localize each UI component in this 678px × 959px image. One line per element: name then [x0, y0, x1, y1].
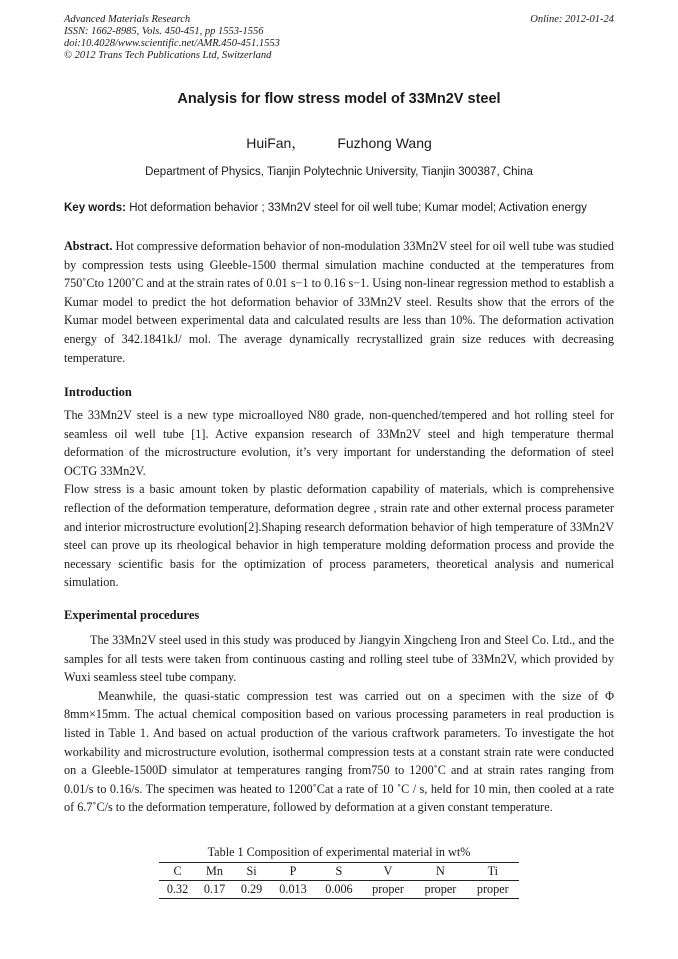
introduction-paragraph-1: The 33Mn2V steel is a new type microalloyed N80 grade, non-quenched/tempered and hot rolling steel for seamless oil well tube [1]. Active expansion research of 33Mn2V steel and high temperature thermal deformation of the microstructure evolution, it’s very important for understanding the deformation of steel OCTG 33Mn2V.	[64, 408, 614, 478]
copyright-line: © 2012 Trans Tech Publications Ltd, Switzerland	[64, 50, 272, 61]
experimental-heading: Experimental procedures	[64, 608, 200, 622]
table-header-cell: V	[383, 864, 393, 878]
table-cell: 0.17	[203, 882, 226, 896]
publication-header	[64, 14, 280, 62]
table-header-cell: N	[436, 864, 445, 878]
table-header-cell: P	[289, 864, 297, 878]
abstract	[64, 237, 614, 367]
table-header-cell: Ti	[487, 864, 498, 878]
online-date: Online: 2012-01-24	[530, 14, 614, 25]
author-1: HuiFan，	[246, 135, 306, 151]
experimental-paragraph-2: Meanwhile, the quasi-static compression test was carried out on a specimen with the size of Φ 8mm×15mm. The actual chemical composition based on various processing parameters in real production is listed in Table 1. And based on actual production of the various craftwork parameters. To investigate the hot workability and microstructure evolution, isothermal compression tests at a constant strain rate were conducted on a Gleeble-1500D simulator at temperatures ranging from750 to 1200˚C and at strain rates ranging from 0.01/s to 0.16/s. The specimen was heated to 1200˚Cat a rate of 10 ˚C / s, held for 10 min, then cooled at a rate of 6.7˚C/s to the deformation temperature, followed by deformation at a given constant temperature.	[64, 688, 614, 815]
experimental-paragraph-1: The 33Mn2V steel used in this study was produced by Jiangyin Xingcheng Iron and Steel Co. Ltd., and the samples for all tests were taken from continuous casting and rolling steel tube of 33Mn2V, which provided by Wuxi seamless steel tube company.	[64, 633, 614, 685]
introduction-heading: Introduction	[64, 385, 132, 399]
table-caption: Table 1 Composition of experimental material in wt%	[207, 845, 471, 859]
keywords-text: Hot deformation behavior ; 33Mn2V steel for oil well tube; Kumar model; Activation energy	[126, 202, 587, 214]
table-header-cell: S	[335, 864, 343, 878]
issn-line: ISSN: 1662-8985, Vols. 450-451, pp 1553-1556	[64, 26, 264, 37]
abstract-label: Abstract.	[64, 239, 113, 253]
abstract-text: Hot compressive deformation behavior of non-modulation 33Mn2V steel for oil well tube was studied by compression tests using Gleeble-1500 thermal simulation machine conducted at the temperatures from 750˚Cto 1200˚C and at the strain rates of 0.01 s−1 to 0.16 s−1. Using non-linear regression method to establish a Kumar model to predict the hot deformation behavior of 33Mn2V steel. Results show that the errors of the Kumar model between experimental data and calculated results are less than 10%. The deformation activation energy of 342.1841kJ/ mol. The average dynamically recrystallized grain size reduces with decreasing temperature.	[64, 239, 614, 365]
table-cell: 0.32	[166, 882, 189, 896]
experimental-body	[64, 631, 614, 817]
author-2: Fuzhong Wang	[337, 135, 432, 151]
table-cell: proper	[372, 882, 404, 896]
journal-name: Advanced Materials Research	[64, 14, 191, 25]
table-cell: 0.29	[240, 882, 263, 896]
introduction-paragraph-2: Flow stress is a basic amount token by plastic deformation capability of materials, which is comprehensive reflection of the deformation temperature, deformation degree , strain rate and other external process parameter and interior microstructure evolution[2].Shaping research deformation behavior of high temperature of 33Mn2V steel can prove up its rheological behavior in high temperature molding deformation process and provide the necessary scientific basis for the optimization of process parameters, theoretical analysis and numerical simulation.	[64, 482, 614, 590]
table-header-cell: Si	[246, 864, 257, 878]
introduction-body	[64, 406, 614, 592]
table-cell: 0.013	[279, 882, 307, 896]
table-cell: proper	[424, 882, 457, 896]
table-row	[159, 881, 519, 899]
table-header-cell: Mn	[206, 864, 223, 878]
table-header-cell: C	[173, 864, 182, 878]
keywords	[64, 200, 614, 217]
keywords-label: Key words:	[64, 202, 126, 214]
table-cell: 0.006	[325, 882, 353, 896]
table-header-row	[159, 863, 519, 881]
author-list	[0, 133, 678, 153]
paper-title: Analysis for flow stress model of 33Mn2V steel	[177, 91, 501, 107]
doi-line: doi:10.4028/www.scientific.net/AMR.450-451.1553	[64, 38, 280, 49]
table-cell: proper	[476, 882, 509, 896]
affiliation: Department of Physics, Tianjin Polytechnic University, Tianjin 300387, China	[145, 166, 533, 178]
composition-table	[159, 862, 519, 899]
